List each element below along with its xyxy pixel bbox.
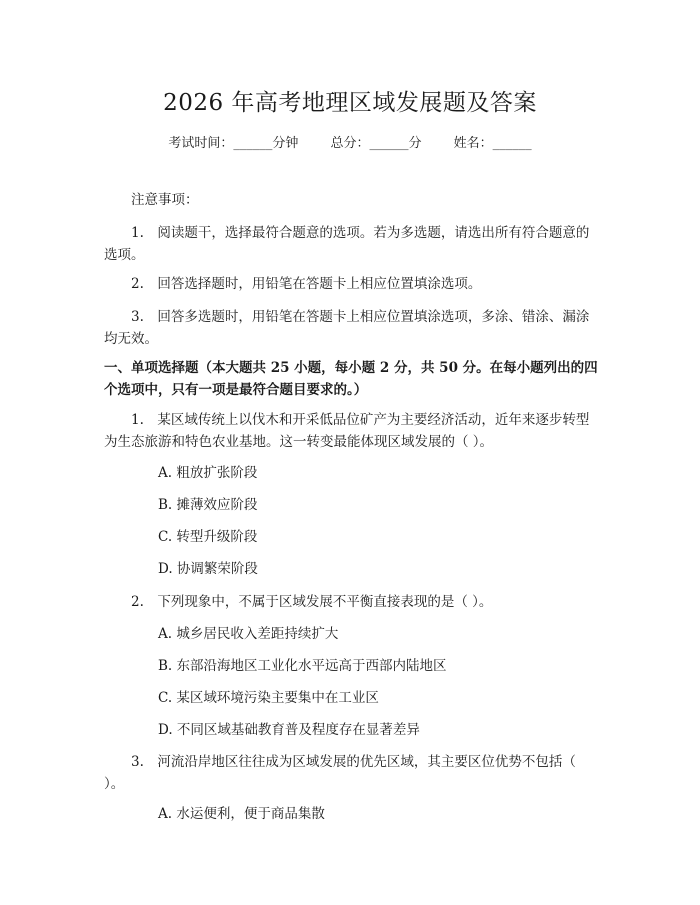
question-3-option-a: A. 水运便利，便于商品集散	[158, 806, 325, 822]
exam-score: 总分：______分	[330, 136, 422, 151]
question-3-stem: 3. 河流沿岸地区往往成为区域发展的优先区域，其主要区位优势不包括（ ）。	[104, 754, 576, 792]
exam-name: 姓名：______	[453, 136, 532, 151]
exam-time: 考试时间：______分钟	[168, 136, 299, 151]
document-title: 2026 年高考地理区域发展题及答案	[163, 90, 537, 116]
question-2-option-d: D. 不同区域基础教育普及程度存在显著差异	[158, 722, 420, 738]
notice-item-1: 1. 阅读题干，选择最符合题意的选项。若为多选题，请选出所有符合题意的选项。	[104, 225, 590, 263]
question-1-stem: 1. 某区域传统上以伐木和开采低品位矿产为主要经济活动，近年来逐步转型为生态旅游和特色农业基地。这一转变最能体现区域发展的（ ）。	[104, 412, 590, 450]
exam-meta	[0, 132, 700, 151]
question-2-stem: 2. 下列现象中，不属于区域发展不平衡直接表现的是（ ）。	[131, 594, 493, 610]
question-1-option-d: D. 协调繁荣阶段	[158, 561, 258, 577]
question-2-option-c: C. 某区域环境污染主要集中在工业区	[158, 690, 379, 706]
question-1-option-b: B. 摊薄效应阶段	[158, 497, 258, 513]
notice-heading: 注意事项：	[131, 192, 199, 208]
question-1-option-c: C. 转型升级阶段	[158, 529, 258, 545]
notice-item-2: 2. 回答选择题时，用铅笔在答题卡上相应位置填涂选项。	[131, 276, 482, 292]
question-2-option-b: B. 东部沿海地区工业化水平远高于西部内陆地区	[158, 658, 447, 674]
notice-item-3: 3. 回答多选题时，用铅笔在答题卡上相应位置填涂选项，多涂、错涂、漏涂均无效。	[104, 309, 590, 347]
question-2-option-a: A. 城乡居民收入差距持续扩大	[158, 626, 339, 642]
section-heading: 一、单项选择题（本大题共 25 小题，每小题 2 分，共 50 分。在每小题列出的四个选项中，只有一项是最符合题目要求的。）	[104, 360, 598, 398]
question-1-option-a: A. 粗放扩张阶段	[158, 465, 258, 481]
